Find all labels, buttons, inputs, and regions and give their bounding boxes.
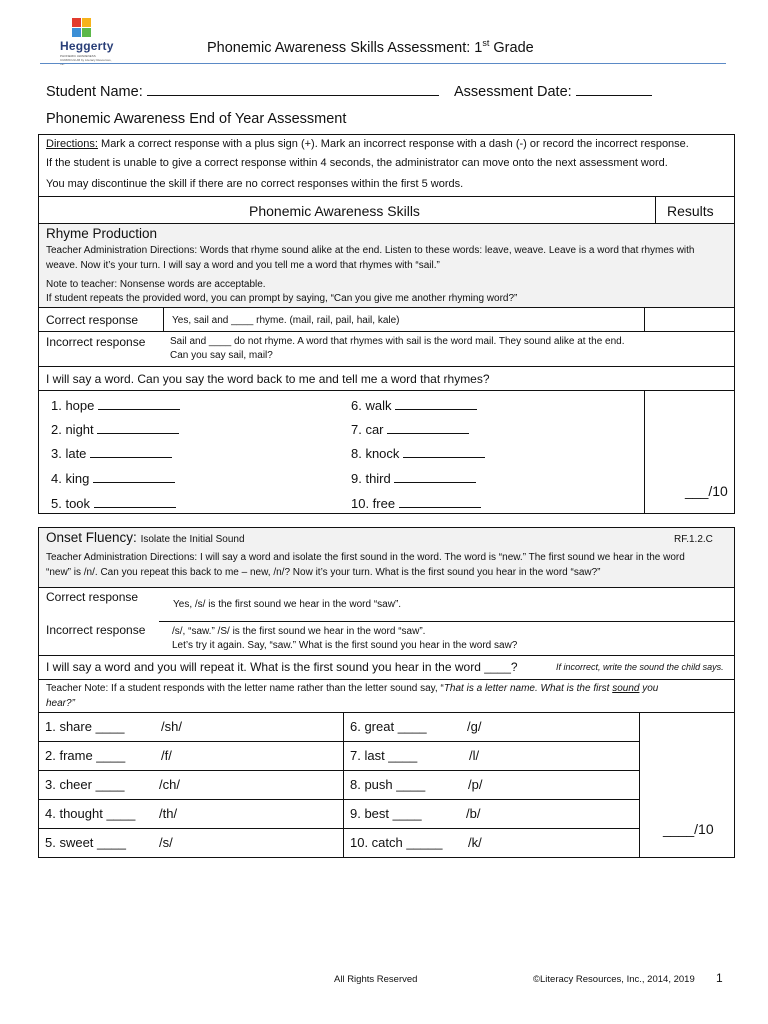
- onset-items-table: [38, 712, 735, 858]
- results-header: Results: [667, 203, 714, 219]
- assessment-date-field: [454, 81, 652, 100]
- directions-line-3: You may discontinue the skill if there are no correct responses within the first 5 words.: [46, 178, 464, 190]
- rhyme-item: 8. knock: [351, 445, 485, 461]
- onset-item-sound: /sh/: [161, 719, 182, 734]
- onset-item-word: 8. push ____: [350, 777, 426, 792]
- column-divider: [343, 713, 344, 857]
- rhyme-item: 3. late: [51, 445, 172, 461]
- onset-correct-label: Correct response: [46, 590, 139, 604]
- onset-prompt: I will say a word and you will repeat it. What is the first sound you hear in the word ____?: [46, 660, 518, 674]
- rhyme-admin-1: Teacher Administration Directions: Words that rhyme sound alike at the end. Listen to these words: leave, weave. Leave is a word that rhymes with: [46, 245, 695, 256]
- logo-subtitle: PHONEMIC AWARENESS CURRICULUM by Literacy Resources, Inc.: [60, 54, 112, 66]
- onset-item-word: 2. frame ____: [45, 748, 126, 763]
- onset-item-sound: /th/: [159, 806, 178, 821]
- answer-blank[interactable]: [395, 397, 477, 410]
- answer-blank[interactable]: [93, 470, 175, 483]
- onset-teacher-note: [38, 679, 735, 713]
- rhyme-score[interactable]: ___/10: [685, 483, 728, 499]
- answer-blank[interactable]: [399, 495, 481, 508]
- rhyme-item: 4. king: [51, 470, 175, 486]
- row-divider: [163, 308, 164, 331]
- skills-header-row: [38, 196, 735, 224]
- score-divider: [644, 391, 645, 513]
- onset-standard: RF.1.2.C: [674, 534, 713, 545]
- rhyme-item: 7. car: [351, 421, 469, 437]
- directions-line-2: If the student is unable to give a correct response within 4 seconds, the administrator can move onto the next assessment word.: [46, 157, 668, 169]
- onset-prompt-row: [38, 655, 735, 680]
- onset-item-word: 1. share ____: [45, 719, 125, 734]
- onset-item-word: 10. catch _____: [350, 835, 443, 850]
- score-divider: [639, 713, 640, 857]
- rhyme-incorrect-text-1: Sail and ____ do not rhyme. A word that rhymes with sail is the word mail. They sound alike at the end.: [170, 336, 625, 347]
- rhyme-incorrect-label: Incorrect response: [46, 335, 146, 349]
- onset-item-sound: /ch/: [159, 777, 180, 792]
- rhyme-correct-text: Yes, sail and ____ rhyme. (mail, rail, pail, hail, kale): [172, 315, 400, 326]
- onset-admin-1: Teacher Administration Directions: I will say a word and isolate the first sound in the word. The word is “new.” The first sound we hear in the word: [46, 552, 685, 563]
- rhyme-correct-label: Correct response: [46, 313, 139, 327]
- onset-correct-text: Yes, /s/ is the first sound we hear in the word “saw”.: [173, 599, 402, 610]
- header-rule: [40, 63, 726, 64]
- onset-item-word: 3. cheer ____: [45, 777, 125, 792]
- rhyme-incorrect-row: [38, 331, 735, 367]
- page-number: 1: [716, 971, 723, 985]
- onset-incorrect-text-1: /s/, “saw.” /S/ is the first sound we hear in the word “saw”.: [172, 626, 426, 637]
- teacher-note-line-1: Teacher Note: If a student responds with the letter name rather than the letter sound say, “That is a letter name. What is the first sound you: [46, 683, 659, 694]
- onset-item-sound: /f/: [161, 748, 172, 763]
- assessment-date-label: Assessment Date:: [454, 84, 572, 100]
- rhyme-prompt-row: [38, 366, 735, 391]
- results-divider: [655, 197, 656, 223]
- directions-box: [38, 134, 735, 197]
- onset-prompt-note: If incorrect, write the sound the child says.: [556, 662, 724, 672]
- row-divider: [39, 799, 639, 800]
- row-divider: [39, 741, 639, 742]
- footer-rights: All Rights Reserved: [334, 974, 418, 985]
- student-name-field: [46, 81, 439, 100]
- directions-line-1: Directions: Mark a correct response with a plus sign (+). Mark an incorrect response with a dash (-) or record the incorrect response.: [46, 138, 689, 150]
- answer-blank[interactable]: [90, 445, 172, 458]
- logo-squares-icon: [70, 18, 94, 40]
- answer-blank[interactable]: [387, 421, 469, 434]
- footer-copyright: ©Literacy Resources, Inc., 2014, 2019: [533, 974, 695, 985]
- logo-name: Heggerty: [60, 39, 114, 53]
- onset-item-word: 7. last ____: [350, 748, 418, 763]
- row-divider: [644, 308, 645, 331]
- answer-blank[interactable]: [403, 445, 485, 458]
- onset-admin-2: “new” is /n/. Can you repeat this back to me – new, /n/? Now it’s your turn. What is the first sound you hear in the word “saw?”: [46, 567, 601, 578]
- row-divider: [39, 828, 639, 829]
- rhyme-item: 1. hope: [51, 397, 180, 413]
- skills-header: Phonemic Awareness Skills: [249, 203, 420, 219]
- onset-item-word: 5. sweet ____: [45, 835, 126, 850]
- rhyme-item: 10. free: [351, 495, 481, 511]
- onset-item-word: 4. thought ____: [45, 806, 136, 821]
- student-name-label: Student Name:: [46, 84, 143, 100]
- onset-incorrect-label: Incorrect response: [46, 623, 146, 637]
- onset-item-word: 9. best ____: [350, 806, 422, 821]
- row-divider: [159, 621, 735, 622]
- rhyme-items-block: [38, 390, 735, 514]
- onset-item-sound: /l/: [469, 748, 480, 763]
- rhyme-item: 9. third: [351, 470, 476, 486]
- onset-item-sound: /k/: [468, 835, 482, 850]
- page-title: Phonemic Awareness Skills Assessment: 1st Grade: [207, 38, 534, 56]
- onset-item-word: 6. great ____: [350, 719, 427, 734]
- rhyme-correct-row: [38, 307, 735, 332]
- onset-incorrect-text-2: Let’s try it again. Say, “saw.” What is the first sound you hear in the word saw?: [172, 640, 518, 651]
- rhyme-prompt: I will say a word. Can you say the word back to me and tell me a word that rhymes?: [46, 372, 490, 386]
- rhyme-item: 6. walk: [351, 397, 477, 413]
- answer-blank[interactable]: [97, 421, 179, 434]
- onset-title: Onset Fluency: Isolate the Initial Sound: [46, 530, 245, 545]
- onset-score[interactable]: ____/10: [663, 821, 714, 837]
- section-title: Phonemic Awareness End of Year Assessment: [46, 111, 347, 127]
- onset-directions-block: [38, 527, 735, 588]
- rhyme-incorrect-text-2: Can you say sail, mail?: [170, 350, 273, 361]
- rhyme-title: Rhyme Production: [46, 226, 158, 241]
- rhyme-directions-block: [38, 223, 735, 308]
- onset-item-sound: /g/: [467, 719, 482, 734]
- rhyme-note-1: Note to teacher: Nonsense words are acceptable.: [46, 279, 266, 290]
- rhyme-item: 2. night: [51, 421, 179, 437]
- rhyme-admin-2: weave. Now it’s your turn. I will say a word and you tell me a word that rhymes with “sail.”: [46, 260, 440, 271]
- heggerty-logo: [60, 18, 112, 64]
- onset-item-sound: /p/: [468, 777, 483, 792]
- answer-blank[interactable]: [98, 397, 180, 410]
- onset-response-block: [38, 587, 735, 656]
- rhyme-note-2: If student repeats the provided word, you can prompt by saying, “Can you give me another rhyming word?”: [46, 293, 518, 304]
- answer-blank[interactable]: [94, 495, 176, 508]
- rhyme-item: 5. took: [51, 495, 176, 511]
- teacher-note-line-2: hear?”: [46, 698, 75, 709]
- assessment-date-blank[interactable]: [576, 81, 652, 96]
- answer-blank[interactable]: [394, 470, 476, 483]
- onset-item-sound: /s/: [159, 835, 173, 850]
- student-name-blank[interactable]: [147, 81, 439, 96]
- onset-item-sound: /b/: [466, 806, 481, 821]
- row-divider: [39, 770, 639, 771]
